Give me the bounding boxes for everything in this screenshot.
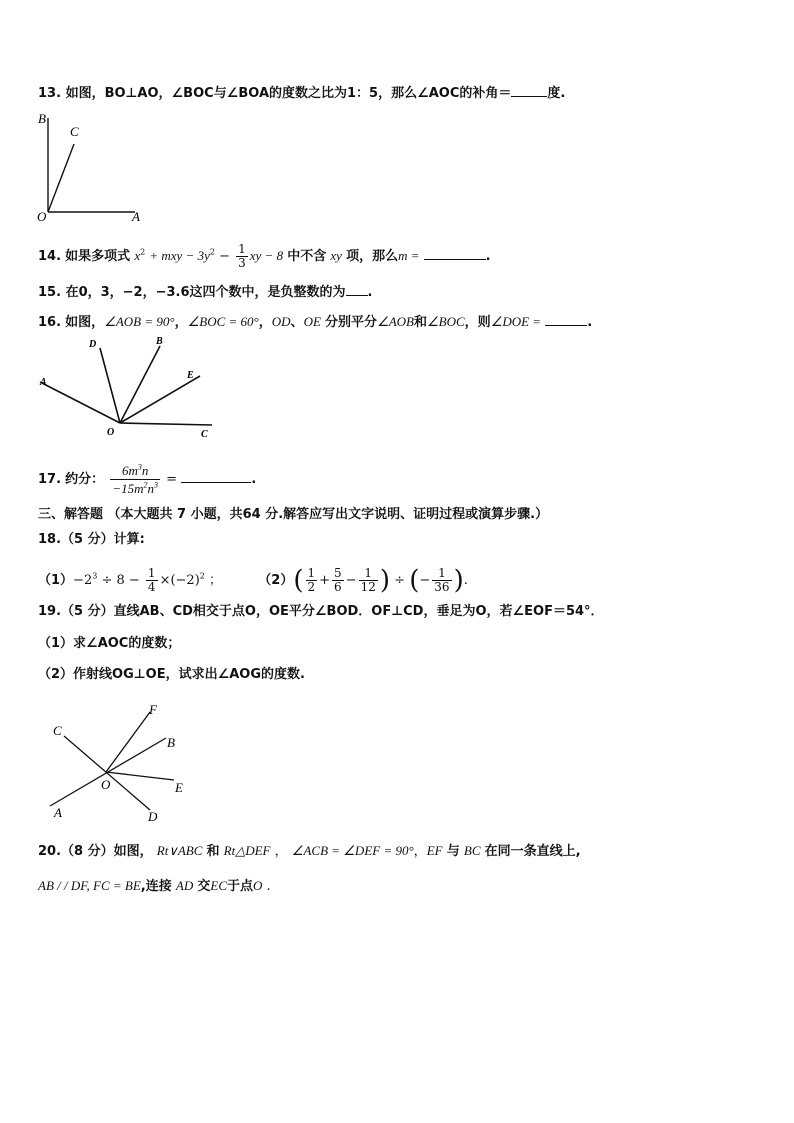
label-c: C <box>70 124 79 139</box>
expr-tail: xy − 8 <box>249 248 284 263</box>
question-text: （8 分）如图， <box>61 844 153 859</box>
question-20 <box>38 843 581 860</box>
minus-sign: − <box>219 249 230 264</box>
label-b: B <box>167 735 175 750</box>
math-od: OD <box>271 314 291 329</box>
question-text: ，则 <box>464 315 491 330</box>
fraction <box>146 567 158 594</box>
question-text: 和 <box>206 844 220 859</box>
fraction-denominator: 6 <box>334 580 342 594</box>
expr: 6m <box>121 463 138 478</box>
exponent: 2 <box>199 571 205 581</box>
question-13 <box>38 84 565 102</box>
fraction-numerator: 1 <box>359 567 378 581</box>
question-number: 14. <box>38 249 62 264</box>
question-text: 中不含 <box>287 249 327 264</box>
math-ef: EF <box>426 843 443 858</box>
fraction <box>332 567 344 594</box>
question-20-line-2 <box>38 878 271 895</box>
math-ad: AD <box>175 878 194 893</box>
question-number: 15. <box>38 285 62 300</box>
label-c: C <box>201 429 208 440</box>
m-equals: m = <box>398 248 420 263</box>
question-18-parts: $(1)-2^3 \div 8$ − $\frac{1}{4}$ $\times(-2)^2$ ； （2）( $\frac{1}{2}$ + $\frac{5}{6}$ − $\frac{1}{12}$ ) ÷ (− $\frac{1}{36}$ ). <box>38 565 468 596</box>
label-o: O <box>101 777 111 792</box>
part-label: （1） <box>38 573 74 588</box>
label-f: F <box>149 702 157 717</box>
label-o: O <box>37 209 47 224</box>
expr: ÷ 8 − <box>101 573 140 588</box>
answer-blank <box>511 84 547 97</box>
separator: ， <box>174 315 188 330</box>
separator: ， <box>413 844 427 859</box>
question-text: 约分： <box>65 472 105 487</box>
period: . <box>587 315 593 330</box>
math-boc: ∠BOC = 60° <box>187 314 259 329</box>
label-e: E <box>187 370 194 381</box>
fraction-denominator: 12 <box>360 580 376 594</box>
period: . <box>485 249 491 264</box>
figure-16 <box>34 334 224 446</box>
period: . <box>266 879 271 894</box>
fraction-numerator: 5 <box>334 566 342 580</box>
math-aob: ∠AOB = 90° <box>104 314 175 329</box>
math-boc: ∠BOC <box>427 314 465 329</box>
question-text: 在0，3，−2，−3.6这四个数中，是负整数的为 <box>65 285 346 300</box>
math-o: O <box>253 878 263 893</box>
paren: ( <box>293 565 304 596</box>
fraction-denominator: 2 <box>307 580 316 594</box>
label-c: C <box>53 723 62 738</box>
fraction <box>432 567 451 594</box>
question-number: 19. <box>38 604 62 619</box>
exponent: 2 <box>209 247 215 257</box>
figure-13 <box>34 108 154 226</box>
question-number: 13. <box>38 86 62 101</box>
fraction-numerator: 1 <box>432 567 451 581</box>
question-text: 如果多项式 <box>65 249 131 264</box>
label-b: B <box>38 111 46 126</box>
label-b: B <box>156 336 163 347</box>
period: . <box>251 472 257 487</box>
term-xy: xy <box>330 248 342 263</box>
question-number: 17. <box>38 472 62 487</box>
fraction-denominator: 4 <box>147 580 156 594</box>
question-text: 项，那么 <box>346 249 399 264</box>
paren: ) <box>379 565 391 596</box>
fraction-numerator <box>110 462 160 480</box>
math-rt-def: Rt△DEF <box>223 843 271 858</box>
question-text: ,连接 <box>140 879 172 894</box>
exponent: 3 <box>137 462 142 472</box>
paren: ) <box>453 565 464 596</box>
answer-blank <box>424 247 486 260</box>
fraction-numerator: 1 <box>147 566 156 580</box>
expr: −15m <box>112 481 144 496</box>
label-d: D <box>89 339 97 350</box>
question-number: 16. <box>38 315 62 330</box>
question-18 <box>38 532 145 548</box>
question-text: 与 <box>446 844 460 859</box>
question-number: 18. <box>38 532 62 547</box>
equals-sign: = <box>166 472 178 487</box>
question-16 <box>38 313 592 331</box>
expr-middle: + mxy − 3y <box>149 248 210 263</box>
label-o: O <box>107 427 115 438</box>
fraction-numerator: 1 <box>238 242 246 256</box>
math-oe: OE <box>303 314 321 329</box>
question-19-part-2: （2）作射线OG⊥OE，试求出∠AOG的度数. <box>38 667 305 682</box>
part-label: （2） <box>258 573 294 588</box>
fraction <box>110 462 160 497</box>
fraction-denominator: 3 <box>238 256 246 270</box>
paren: ( <box>409 565 420 596</box>
expr: n <box>147 481 154 496</box>
section-heading: 三、解答题 （本大题共 7 小题，共64 分.解答应写出文字说明、证明过程或演算步骤.） <box>38 507 549 522</box>
exponent: 3 <box>154 480 158 490</box>
fraction-denominator: 36 <box>434 580 450 594</box>
label-d: D <box>148 809 158 824</box>
fraction <box>359 567 378 594</box>
question-19 <box>38 604 604 620</box>
answer-blank <box>346 283 368 296</box>
math-conditions: AB / / DF, FC = BE <box>38 878 141 893</box>
math-rt-abc: Rt∨ABC <box>156 843 203 858</box>
question-text: 如图，BO⊥AO，∠BOC与∠BOA的度数之比为1：5，那么∠AOC的补角＝ <box>65 86 512 101</box>
label-a: A <box>40 377 47 388</box>
question-text: （5 分）计算: <box>61 532 145 547</box>
label-a: A <box>54 805 62 820</box>
separator: ， <box>258 315 272 330</box>
expr: ×(−2) <box>159 573 200 588</box>
expr: n <box>141 463 149 478</box>
exponent: 3 <box>92 571 98 581</box>
separator: 、 <box>290 315 304 330</box>
question-14 <box>38 243 491 270</box>
question-15 <box>38 283 372 301</box>
math-angles: ∠ACB = ∠DEF = 90° <box>291 843 414 858</box>
fraction <box>236 243 248 270</box>
math-bc: BC <box>463 843 481 858</box>
question-19-part-1: （1）求∠AOC的度数； <box>38 636 181 651</box>
separator: ； <box>209 573 223 588</box>
question-suffix: 度. <box>547 86 566 101</box>
exponent: 2 <box>143 480 148 490</box>
fraction-denominator <box>110 480 160 497</box>
question-text: 分别平分 <box>325 315 378 330</box>
fraction-numerator: 1 <box>307 566 316 580</box>
exponent: 2 <box>140 247 146 257</box>
question-text: （5 分）直线AB、CD相交于点O，OE平分∠BOD．OF⊥CD，垂足为O，若∠EOF＝54°． <box>61 604 604 619</box>
divide-sign: ÷ <box>394 573 406 588</box>
answer-blank <box>181 470 251 483</box>
period: . <box>463 573 468 588</box>
question-text: 和 <box>414 315 428 330</box>
label-a: A <box>132 209 140 224</box>
question-text: 于点 <box>227 879 254 894</box>
question-number: 20. <box>38 844 62 859</box>
expr-x: x <box>134 248 141 263</box>
label-e: E <box>175 780 183 795</box>
fraction <box>306 567 318 594</box>
question-text: 在同一条直线上, <box>484 844 581 859</box>
question-text: 交 <box>197 879 211 894</box>
question-text: 如图， <box>65 315 105 330</box>
figure-19 <box>44 700 194 828</box>
answer-blank <box>545 313 587 326</box>
period: . <box>367 285 373 300</box>
expr: −2 <box>73 573 93 588</box>
math-doe: ∠DOE = <box>490 314 542 329</box>
math-aob: ∠AOB <box>377 314 414 329</box>
separator: ， <box>274 844 288 859</box>
math-ec: EC <box>210 878 227 893</box>
question-17 <box>38 462 256 497</box>
